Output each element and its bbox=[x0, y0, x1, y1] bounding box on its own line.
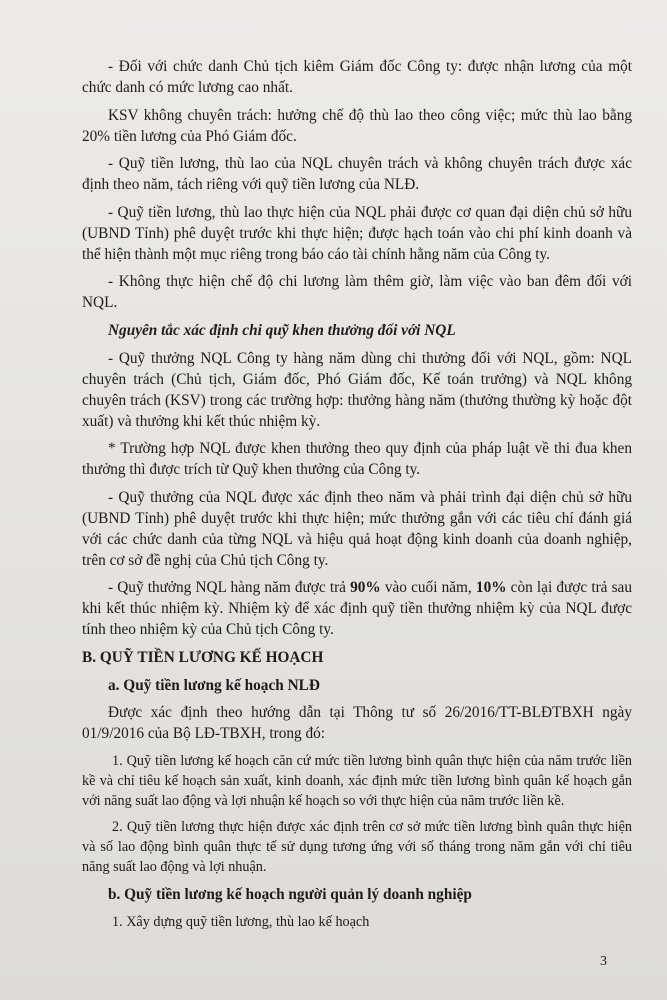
paragraph: - Quỹ tiền lương, thù lao thực hiện của NQL phải được cơ quan đại diện chủ sở hữu (UBND Tỉnh) phê duyệt trước khi thực hiện; được hạch toán vào chi phí kinh doanh và thể hiện thành một mục riêng trong báo cáo tài chính hằng năm của Công ty. bbox=[82, 203, 632, 263]
paragraph: - Quỹ thưởng của NQL được xác định theo năm và phải trình đại diện chủ sở hữu (UBND Tỉnh) phê duyệt trước khi thực hiện; mức thưởng gắn với các tiêu chí đánh giá với các chức danh của từng NQL và hiệu quả hoạt động kinh doanh của doanh nghiệp, trên cơ sở đề nghị của Chủ tịch Công ty. bbox=[82, 488, 632, 569]
percent-90: 90% bbox=[350, 579, 381, 597]
paragraph: - Quỹ thưởng NQL Công ty hàng năm dùng chi thưởng đối với NQL, gồm: NQL chuyên trách (Chủ tịch, Giám đốc, Phó Giám đốc, Kế toán trưởng) và NQL không chuyên trách (KSV) trong các trường hợp: thưởng hàng năm (thưởng thường kỳ hoặc đột xuất) và thưởng khi kết thúc nhiệm kỳ. bbox=[82, 349, 632, 430]
paragraph: * Trường hợp NQL được khen thưởng theo quy định của pháp luật về thi đua khen thưởng thì được trích từ Quỹ khen thưởng của Công ty. bbox=[82, 440, 632, 479]
text-run: còn lại được trả sau khi kết thúc nhiệm kỳ. Nhiệm kỳ để xác định quỹ tiền thưởng nhiệm kỳ của NQL được tính theo nhiệm kỳ của Chủ tịch Công ty. bbox=[82, 579, 632, 639]
paragraph: - Đối với chức danh Chủ tịch kiêm Giám đốc Công ty: được nhận lương của một chức danh có mức lương cao nhất. bbox=[82, 58, 632, 96]
percent-10: 10% bbox=[475, 579, 507, 597]
bonus-principles-heading: Nguyên tắc xác định chi quỹ khen thưởng đối với NQL bbox=[108, 321, 456, 339]
subsection-b-heading: b. Quỹ tiền lương kế hoạch người quản lý doanh nghiệp bbox=[108, 885, 472, 903]
page-number: 3 bbox=[600, 954, 607, 969]
subsection-a-heading: a. Quỹ tiền lương kế hoạch NLĐ bbox=[108, 676, 320, 694]
paragraph bbox=[82, 577, 632, 640]
document-body bbox=[82, 56, 632, 938]
paragraph: - Quỹ tiền lương, thù lao của NQL chuyên trách và không chuyên trách được xác định theo năm, tách riêng với quỹ tiền lương của NLĐ. bbox=[82, 155, 632, 194]
paragraph: 1. Quỹ tiền lương kế hoạch căn cứ mức tiền lương bình quân thực hiện của năm trước liền kề và chỉ tiêu kế hoạch sản xuất, kinh doanh, xác định mức tiền lương bình quân kế hoạch gắn với năng suất lao động và lợi nhuận kế hoạch so với thực hiện của năm trước liền kề. bbox=[82, 752, 632, 809]
paragraph: KSV không chuyên trách: hưởng chế độ thù lao theo công việc; mức thù lao bằng 20% tiền lương của Phó Giám đốc. bbox=[82, 106, 632, 145]
text-run: - Quỹ thưởng NQL hàng năm được trả bbox=[108, 579, 351, 597]
text-run: vào cuối năm, bbox=[380, 579, 476, 597]
paragraph: 1. Xây dựng quỹ tiền lương, thù lao kế hoạch bbox=[112, 913, 370, 930]
section-b-heading: B. QUỸ TIỀN LƯƠNG KẾ HOẠCH bbox=[82, 648, 324, 666]
paragraph: Được xác định theo hướng dẫn tại Thông tư số 26/2016/TT-BLĐTBXH ngày 01/9/2016 của Bộ LĐ-TBXH, trong đó: bbox=[82, 704, 632, 743]
paragraph: 2. Quỹ tiền lương thực hiện được xác định trên cơ sở mức tiền lương bình quân thực hiện và số lao động bình quân thực tế sử dụng tương ứng với số tháng trong năm gắn với chỉ tiêu năng suất lao động và lợi nhuận. bbox=[82, 819, 632, 876]
paragraph: - Không thực hiện chế độ chi lương làm thêm giờ, làm việc vào ban đêm đối với NQL. bbox=[82, 273, 632, 312]
